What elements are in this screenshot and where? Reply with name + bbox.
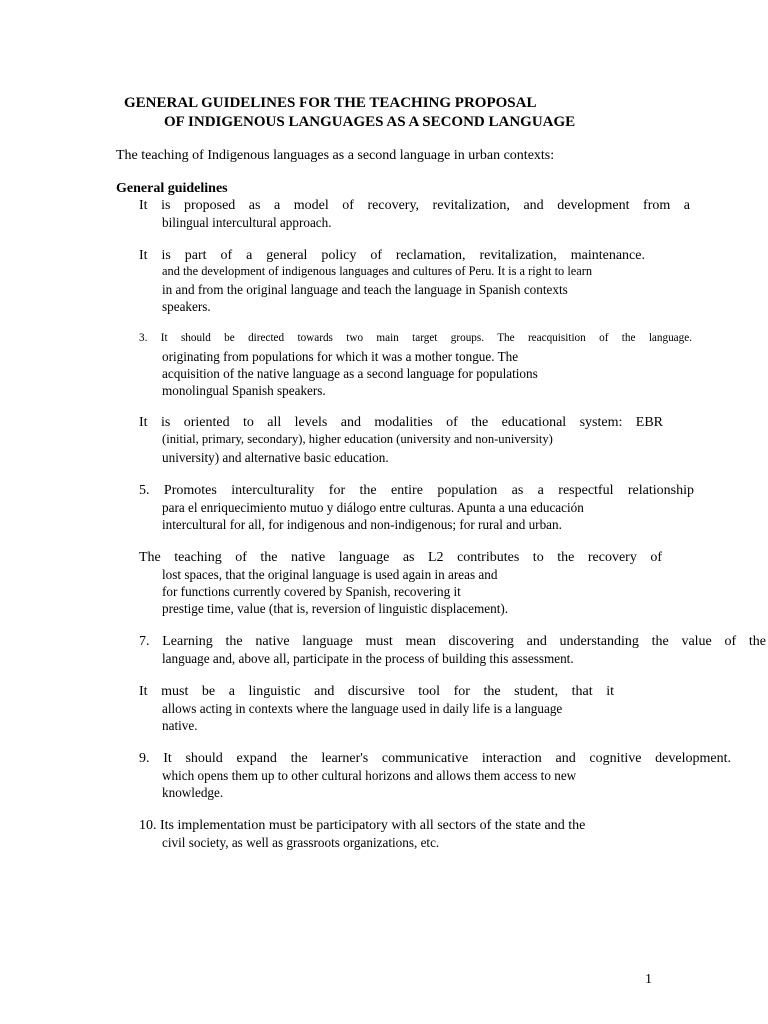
title-line-2: OF INDIGENOUS LANGUAGES AS A SECOND LANGUAGE — [164, 114, 576, 130]
guideline-6-line: prestige time, value (that is, reversion of linguistic displacement). — [162, 601, 509, 616]
guideline-6-line: lost spaces, that the original language is used again in areas and — [162, 567, 498, 582]
guideline-5-line: para el enriquecimiento mutuo y diálogo entre culturas. Apunta a una educación — [162, 500, 584, 515]
guideline-4-first-line: It is oriented to all levels and modalities of the educational system: EBR — [139, 415, 663, 430]
guideline-2-line: and the development of indigenous languages and cultures of Peru. It is a right to learn — [162, 264, 593, 278]
guideline-9-line: which opens them up to other cultural horizons and allows them access to new — [162, 768, 577, 783]
guideline-2-line: speakers. — [162, 299, 211, 314]
guideline-6-line: for functions currently covered by Spanish, recovering it — [162, 584, 461, 599]
guideline-6-first-line: The teaching of the native language as L2 contributes to the recovery of — [139, 550, 662, 565]
guideline-2-first-line: It is part of a general policy of reclamation, revitalization, maintenance. — [139, 248, 645, 263]
guideline-5-first-line: 5. Promotes interculturality for the entire population as a respectful relationship — [139, 483, 694, 498]
guideline-10-first-line: 10. Its implementation must be participatory with all sectors of the state and the — [139, 818, 586, 833]
guideline-10-line: civil society, as well as grassroots organizations, etc. — [162, 835, 440, 850]
guideline-8-first-line: It must be a linguistic and discursive tool for the student, that it — [139, 684, 614, 699]
guideline-7-line: language and, above all, participate in the process of building this assessment. — [162, 651, 574, 666]
guideline-9-line: knowledge. — [162, 785, 224, 800]
guideline-3-line: acquisition of the native language as a second language for populations — [162, 366, 538, 381]
intro-text: The teaching of Indigenous languages as a second language in urban contexts: — [116, 148, 555, 163]
section-heading: General guidelines — [116, 181, 228, 196]
guideline-3-line: monolingual Spanish speakers. — [162, 383, 326, 398]
guideline-2-line: in and from the original language and teach the language in Spanish contexts — [162, 282, 568, 297]
guideline-8-line: allows acting in contexts where the language used in daily life is a language — [162, 701, 563, 716]
guideline-5-line: intercultural for all, for indigenous and non-indigenous; for rural and urban. — [162, 517, 562, 532]
guideline-4-line: university) and alternative basic education. — [162, 450, 389, 465]
guideline-3-line: originating from populations for which it was a mother tongue. The — [162, 349, 519, 364]
guideline-4-line: (initial, primary, secondary), higher education (university and non-university) — [162, 432, 553, 446]
guideline-3-first-line: 3. It should be directed towards two main target groups. The reacquisition of the language. — [139, 332, 692, 344]
guideline-9-first-line: 9. It should expand the learner's communicative interaction and cognitive development. — [139, 751, 731, 766]
guideline-1-line: bilingual intercultural approach. — [162, 215, 332, 230]
guideline-8-line: native. — [162, 718, 198, 733]
title-line-1: GENERAL GUIDELINES FOR THE TEACHING PROPOSAL — [124, 95, 537, 111]
guideline-1-first-line: It is proposed as a model of recovery, revitalization, and development from a — [139, 198, 690, 213]
page-number: 1 — [645, 972, 652, 987]
guideline-7-first-line: 7. Learning the native language must mean discovering and understanding the value of the — [139, 634, 766, 649]
